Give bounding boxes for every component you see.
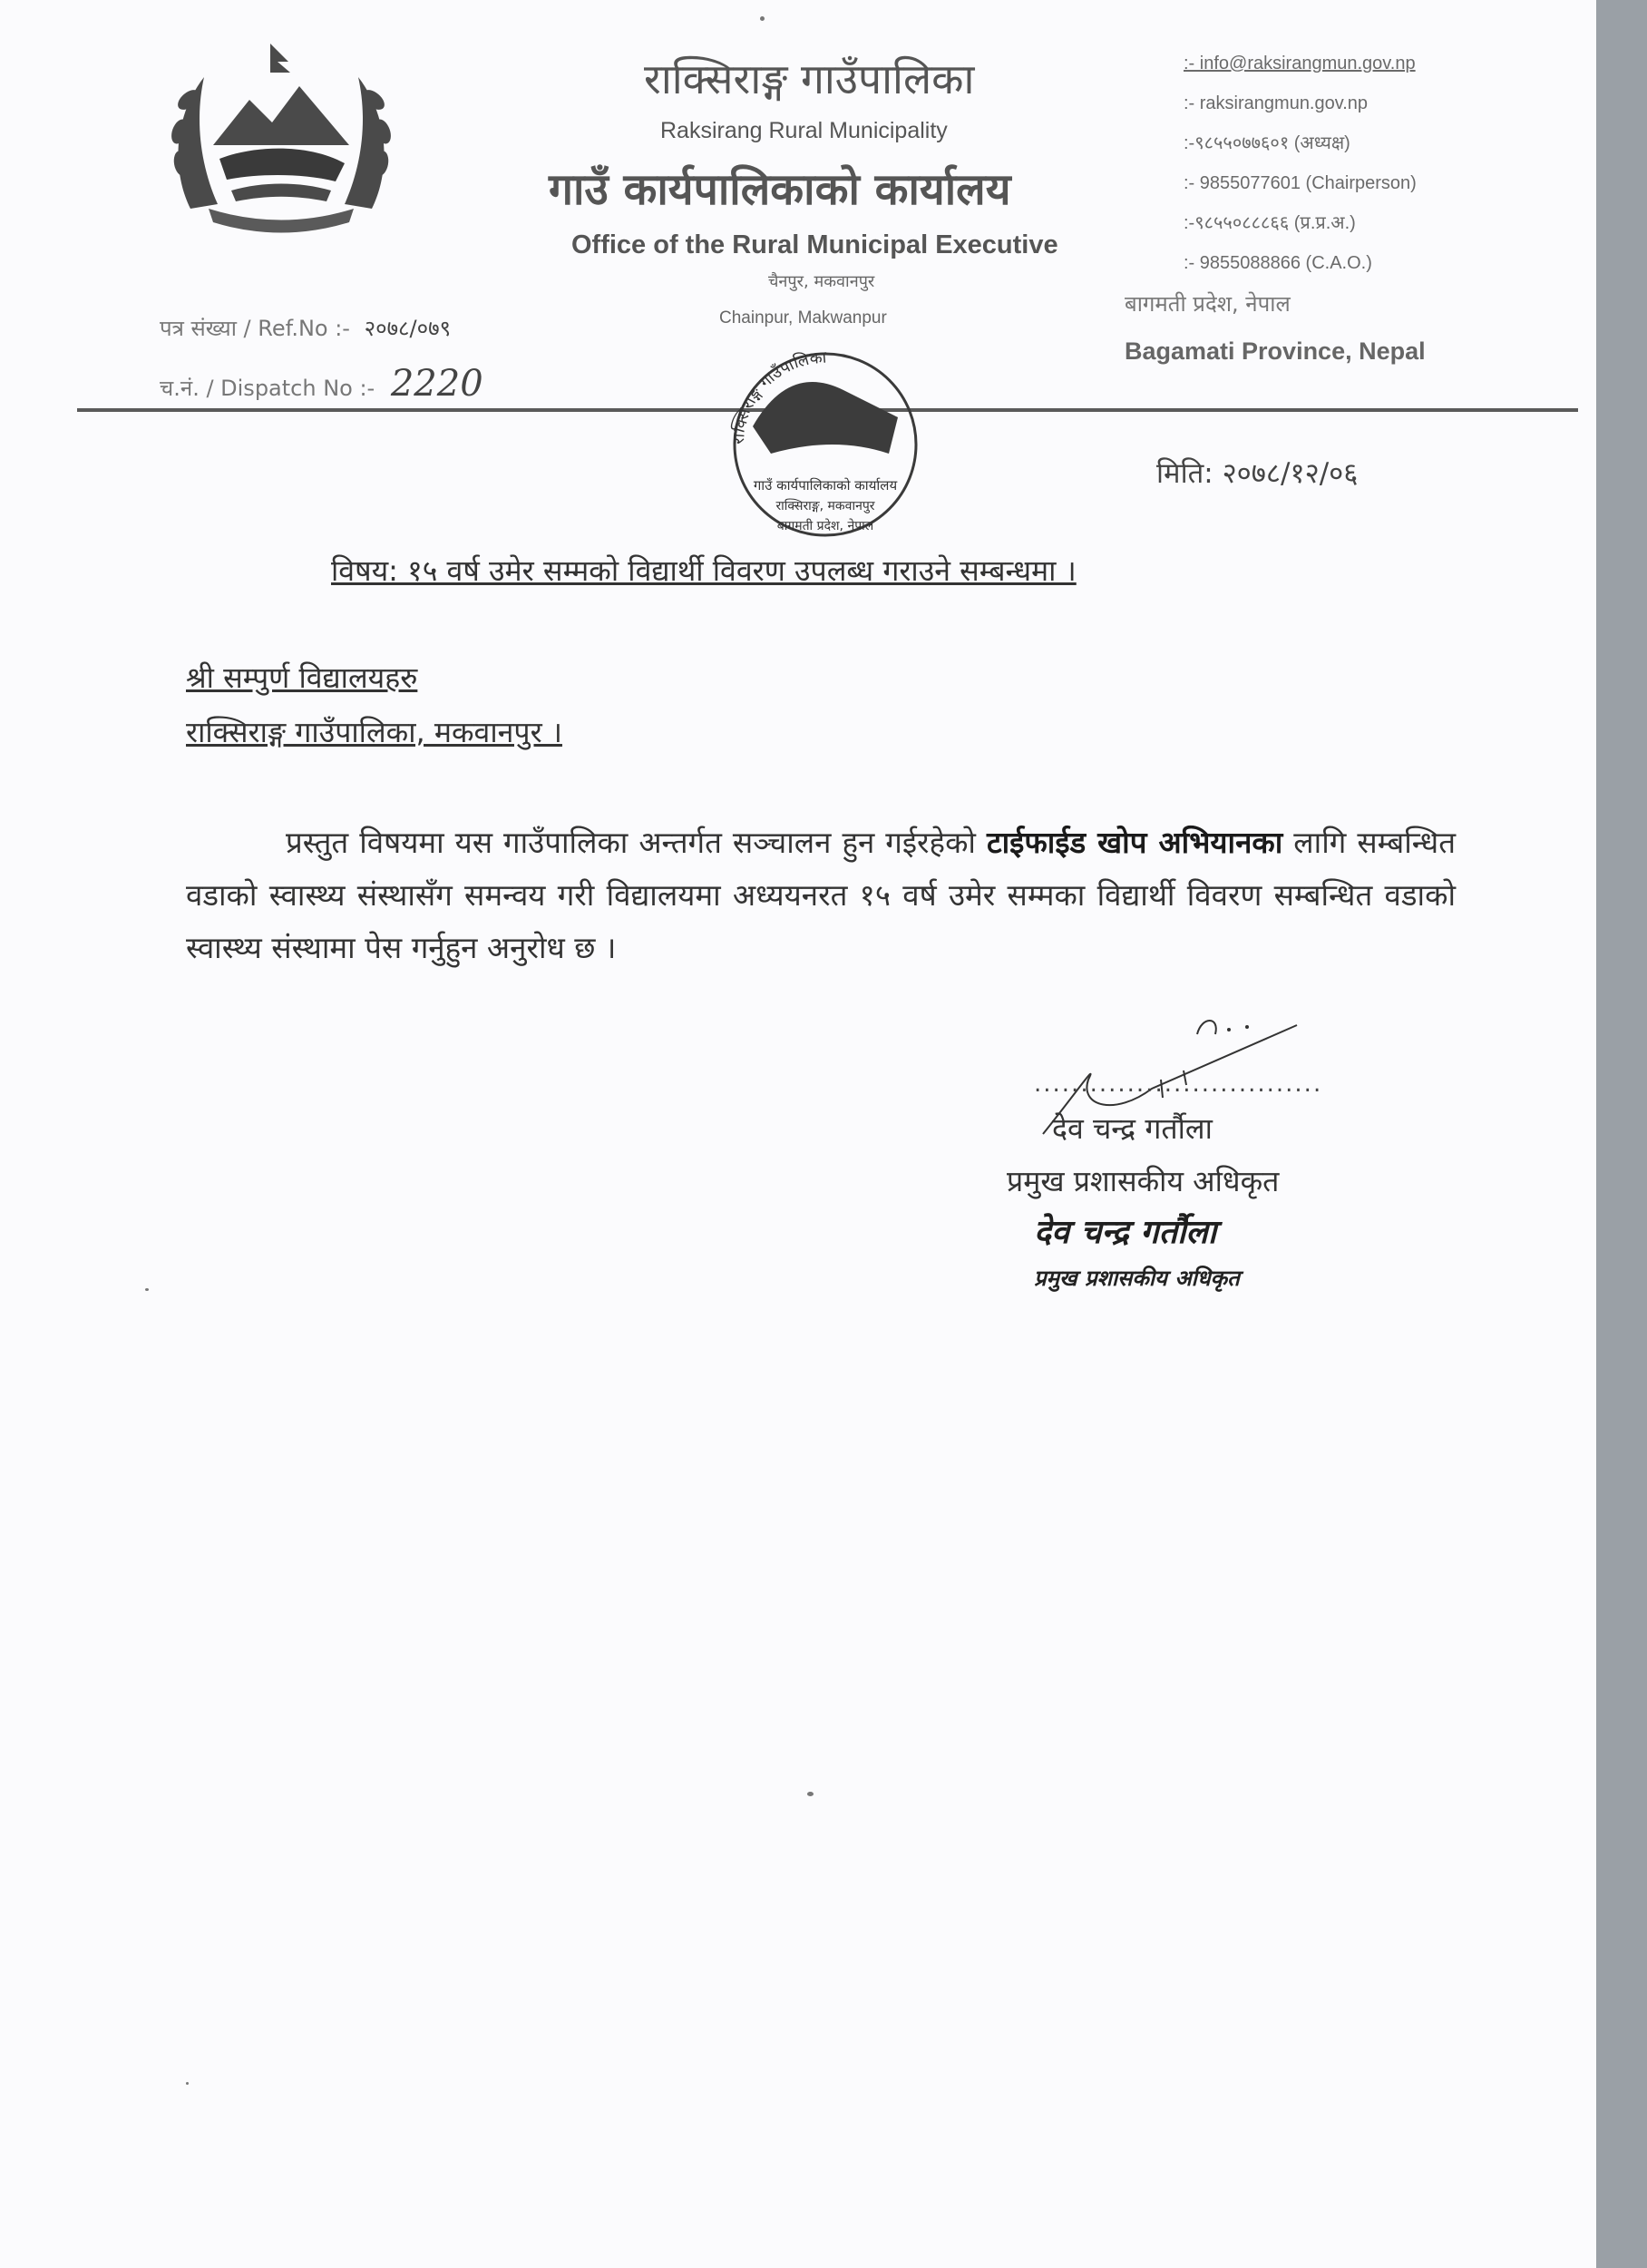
scan-speck — [807, 1792, 814, 1796]
ref-value: २०७८/०७९ — [364, 316, 452, 341]
signatory-name: देव चन्द्र गर्तौला — [1052, 1111, 1213, 1146]
phone-cao-np: :-९८५५०८८८६६ (प्र.प्र.अ.) — [1184, 213, 1356, 233]
signature-line: ............................... — [1034, 1070, 1323, 1098]
province-en: Bagamati Province, Nepal — [1125, 337, 1426, 365]
office-name-en: Office of the Rural Municipal Executive — [571, 230, 1058, 259]
stamp-line1: राक्सिराङ्ग गाउँपालिका — [728, 347, 828, 445]
province-np: बागमती प्रदेश, नेपाल — [1125, 291, 1291, 317]
letter-body — [186, 816, 1456, 974]
ref-label: पत्र संख्या / Ref.No :- — [160, 316, 350, 341]
scan-edge — [1596, 0, 1647, 2268]
phone-cao-en: :- 9855088866 (C.A.O.) — [1184, 253, 1372, 273]
address-np: चैनपुर, मकवानपुर — [768, 272, 875, 291]
phone-chair-np: :-९८५५०७७६०१ (अध्यक्ष) — [1184, 133, 1350, 153]
letter-subject: विषय: १५ वर्ष उमेर सम्मको विद्यार्थी विवरण उपलब्ध गराउने सम्बन्धमा । — [331, 553, 1077, 588]
body-bold-phrase: टाईफाईड खोप अभियानका — [986, 825, 1283, 860]
nepal-emblem-icon — [163, 36, 399, 236]
dispatch-number — [160, 363, 483, 405]
signatory-title: प्रमुख प्रशासकीय अधिकृत — [1007, 1164, 1280, 1198]
ref-number — [160, 313, 451, 343]
dispatch-label: च.नं. / Dispatch No :- — [160, 376, 375, 401]
stamp-line3: राक्सिराङ्ग, मकवानपुर — [775, 499, 875, 513]
recipient-line2: राक्सिराङ्ग गाउँपालिका, मकवानपुर । — [186, 715, 562, 749]
website-link[interactable]: :- raksirangmun.gov.np — [1184, 93, 1369, 113]
address-en: Chainpur, Makwanpur — [719, 308, 887, 327]
office-name-np: गाउँ कार्यपालिकाको कार्यालय — [549, 164, 1011, 215]
scan-speck — [145, 1288, 149, 1291]
municipality-name-np: राक्सिराङ्ग गाउँपालिका — [644, 54, 975, 103]
stamp-line2: गाउँ कार्यपालिकाको कार्यालय — [753, 477, 898, 494]
email-link[interactable]: :- info@raksirangmun.gov.np — [1184, 54, 1416, 73]
scan-speck — [760, 16, 765, 21]
office-stamp — [716, 308, 934, 544]
stamp-map-icon — [753, 382, 898, 454]
dispatch-value: 2220 — [390, 363, 483, 405]
title-seal: प्रमुख प्रशासकीय अधिकृत — [1034, 1266, 1240, 1291]
recipient-line1: श्री सम्पुर्ण विद्यालयहरु — [186, 660, 418, 695]
stamp-line4: बागमती प्रदेश, नेपाल — [776, 519, 874, 533]
letter-date: मिति: २०७८/१२/०६ — [1156, 457, 1359, 490]
body-part2: लागि सम्बन्धित वडाको स्वास्थ्य संस्थासँग समन्वय गरी विद्यालयमा अध्ययनरत १५ वर्ष उमेर सम्मका विद्यार्थी विवरण सम्बन्धित वडाको स्वास्थ्य संस्थामा पेस गर्नुहुन अनुरोध छ । — [186, 825, 1457, 965]
municipality-name-en: Raksirang Rural Municipality — [660, 118, 948, 143]
scan-speck — [186, 2082, 189, 2085]
phone-chair-en: :- 9855077601 (Chairperson) — [1184, 173, 1417, 193]
contact-block — [1184, 44, 1417, 283]
body-part1: प्रस्तुत विषयमा यस गाउँपालिका अन्तर्गत सञ्चालन हुन गईरहेको — [286, 825, 987, 860]
name-seal: देव चन्द्र गर्तौला — [1034, 1214, 1217, 1251]
